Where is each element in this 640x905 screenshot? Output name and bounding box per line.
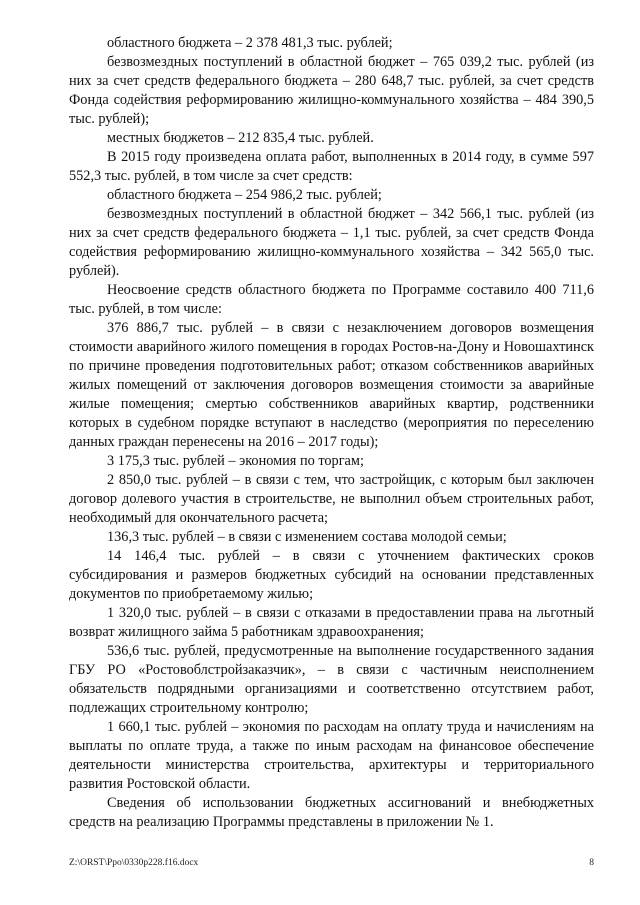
page-number: 8 [589, 858, 594, 868]
paragraph-10: 2 850,0 тыс. рублей – в связи с тем, что застройщик, с которым был заключен договор долевого участия в строительстве, не выполнил объем строительных работ, необходимый для окончательного расчета; [69, 472, 594, 526]
paragraph-1: областного бюджета – 2 378 481,3 тыс. рублей; [107, 35, 393, 51]
paragraph-15: 1 660,1 тыс. рублей – экономия по расходам на оплату труда и начислениям на выплаты по оплате труда, а также по иным расходам на финансовое обеспечение деятельности министерства строительства, архитектуры и территориального развития Ростовской области. [69, 719, 594, 792]
paragraph-5: областного бюджета – 254 986,2 тыс. рублей; [107, 187, 382, 203]
file-path: Z:\ORST\Ppo\0330p228.f16.docx [69, 858, 199, 868]
document-body [69, 34, 594, 832]
paragraph-6: безвозмездных поступлений в областной бюджет – 342 566,1 тыс. рублей (из них за счет средств федерального бюджета – 1,1 тыс. рублей, за счет средств Фонда содействия реформированию жилищно-коммунального хозяйства – 342 565,0 тыс. рублей). [69, 206, 594, 279]
paragraph-2: безвозмездных поступлений в областной бюджет – 765 039,2 тыс. рублей (из них за счет средств федерального бюджета – 280 648,7 тыс. рублей, за счет средств Фонда содействия реформированию жилищно-коммунального хозяйства – 484 390,5 тыс. рублей); [69, 54, 594, 127]
paragraph-11: 136,3 тыс. рублей – в связи с изменением состава молодой семьи; [107, 529, 507, 545]
paragraph-14: 536,6 тыс. рублей, предусмотренные на выполнение государственного задания ГБУ РО «Ростовоблстройзаказчик», – в связи с частичным неисполнением обязательств подрядными организациями и соответственно отсутствием работ, подлежащих строительному контролю; [69, 643, 594, 716]
paragraph-12: 14 146,4 тыс. рублей – в связи с уточнением фактических сроков субсидирования и размеров бюджетных субсидий на основании представленных документов по приобретаемому жилью; [69, 548, 594, 602]
paragraph-7: Неосвоение средств областного бюджета по Программе составило 400 711,6 тыс. рублей, в том числе: [69, 282, 594, 317]
paragraph-4: В 2015 году произведена оплата работ, выполненных в 2014 году, в сумме 597 552,3 тыс. рублей, в том числе за счет средств: [69, 149, 594, 184]
paragraph-8: 376 886,7 тыс. рублей – в связи с незаключением договоров возмещения стоимости аварийного жилого помещения в городах Ростов-на-Дону и Новошахтинск по причине проведения подготовительных работ; отказом собственников аварийных жилых помещений от заключения договоров возмещения стоимости за аварийные жилые помещения; смертью собственников аварийных квартир, родственники которых в судебном порядке вступают в наследство (мероприятия по переселению данных граждан перенесены на 2016 – 2017 годы); [69, 320, 594, 450]
paragraph-9: 3 175,3 тыс. рублей – экономия по торгам; [107, 453, 364, 469]
paragraph-16: Сведения об использовании бюджетных ассигнований и внебюджетных средств на реализацию Программы представлены в приложении № 1. [69, 795, 594, 830]
paragraph-13: 1 320,0 тыс. рублей – в связи с отказами в предоставлении права на льготный возврат жилищного займа 5 работникам здравоохранения; [69, 605, 594, 640]
paragraph-3: местных бюджетов – 212 835,4 тыс. рублей. [107, 130, 374, 146]
